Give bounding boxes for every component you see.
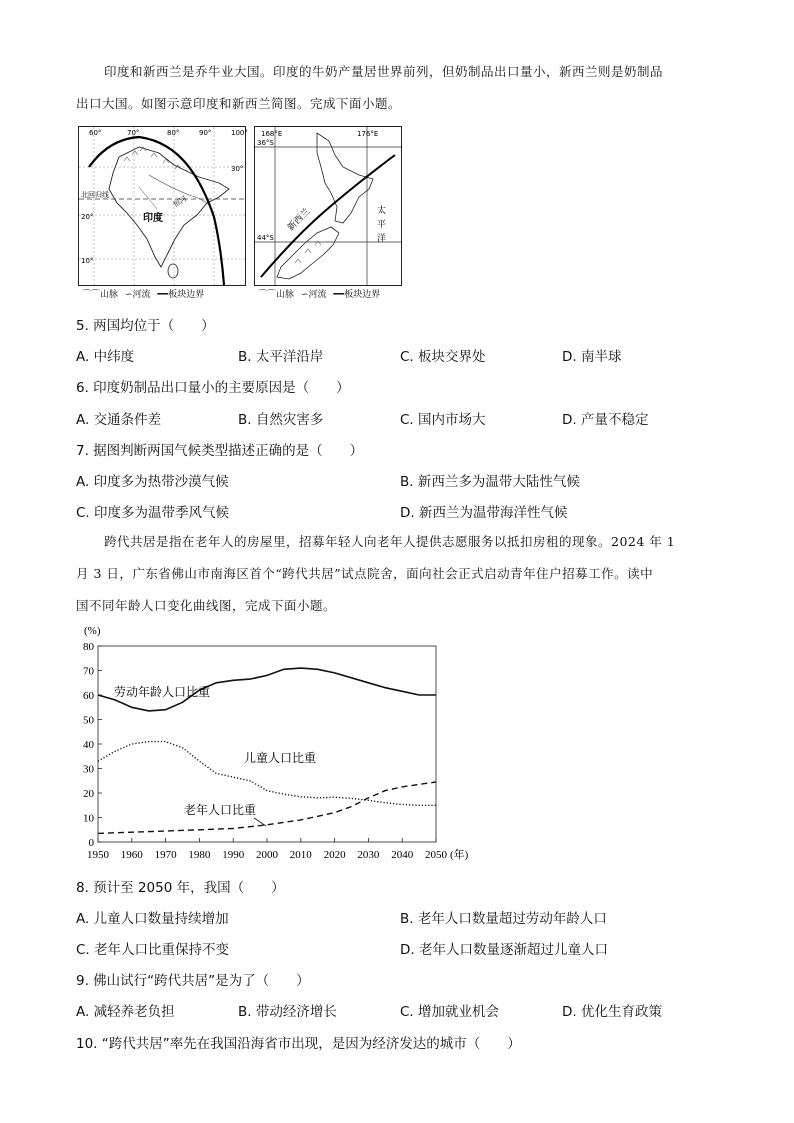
intro-line: 出口大国。如图示意印度和新西兰简图。完成下面小题。 — [76, 96, 402, 111]
series-label: 劳动年龄人口比重 — [114, 685, 211, 699]
lon-label: 90° — [199, 129, 212, 137]
mountain-icon: ⌒⌒ — [82, 290, 101, 300]
lon-label: 176°E — [357, 130, 379, 138]
question-6: 6. 印度奶制品出口量小的主要原因是（ ） — [76, 380, 350, 396]
q9-option-d[interactable]: D. 优化生育政策 — [562, 1004, 662, 1020]
q5-option-c[interactable]: C. 板块交界处 — [400, 349, 486, 365]
question-9: 9. 佛山试行“跨代共居”是为了（ ） — [76, 973, 310, 989]
lon-label: 70° — [127, 129, 140, 137]
tropic-label: 北回归线 — [81, 191, 109, 199]
q6-option-b[interactable]: B. 自然灾害多 — [238, 412, 324, 428]
x-axis-unit: (年) — [450, 849, 469, 861]
q6-option-a[interactable]: A. 交通条件差 — [76, 412, 162, 428]
intro-line: 印度和新西兰是乔牛业大国。印度的牛奶产量居世界前列，但奶制品出口量小，新西兰则是奶制品 — [104, 64, 664, 79]
q7-option-c[interactable]: C. 印度多为温带季风气候 — [76, 505, 230, 521]
x-tick-label: 1980 — [188, 849, 211, 861]
boundary-icon: ━━ — [157, 290, 169, 300]
y-tick-label: 30 — [83, 763, 94, 776]
label-leader — [254, 818, 266, 826]
q5-option-a[interactable]: A. 中纬度 — [76, 349, 135, 365]
intro-paragraph-1 — [76, 56, 716, 120]
intro-line: 国不同年龄人口变化曲线图，完成下面小题。 — [76, 598, 337, 613]
y-tick-label: 40 — [83, 739, 94, 751]
y-tick-label: 20 — [83, 788, 94, 800]
country-label-india: 印度 — [143, 213, 163, 224]
series-line-3 — [98, 782, 436, 833]
q8-option-a[interactable]: A. 儿童人口数量持续增加 — [76, 911, 229, 927]
series-label: 老年人口比重 — [184, 803, 257, 817]
legend-mountain: 山脉 — [100, 290, 119, 300]
legend-river: 河流 — [308, 290, 327, 300]
lon-label: 100° — [231, 129, 248, 137]
y-axis-unit: (%) — [84, 625, 101, 637]
x-tick-label: 1950 — [87, 849, 109, 861]
q7-option-d[interactable]: D. 新西兰为温带海洋性气候 — [400, 505, 568, 521]
india-map-graphic — [79, 127, 248, 285]
q5-option-b[interactable]: B. 太平洋沿岸 — [238, 349, 324, 365]
lat-label: 36°S — [257, 139, 274, 147]
x-tick-label: 2000 — [256, 849, 278, 861]
legend-boundary: 板块边界 — [344, 290, 381, 300]
y-tick-label: 60 — [83, 690, 94, 702]
y-tick-label: 0 — [88, 837, 94, 849]
mountain-icon: ⌒⌒ — [258, 290, 277, 300]
question-10: 10. “跨代共居”率先在我国沿海省市出现，是因为经济发达的城市（ ） — [76, 1036, 521, 1052]
river-label: 恒河 — [172, 194, 189, 209]
river-icon: ∽ — [300, 290, 309, 300]
legend-mountain: 山脉 — [276, 290, 295, 300]
x-tick-label: 2050 — [425, 849, 447, 861]
map-legend-nz — [258, 287, 408, 300]
india-map — [78, 126, 246, 286]
q5-option-d[interactable]: D. 南半球 — [562, 349, 622, 365]
x-tick-label: 1960 — [120, 849, 143, 861]
series-label: 儿童人口比重 — [244, 751, 317, 765]
question-8: 8. 预计至 2050 年，我国（ ） — [76, 880, 285, 896]
y-tick-label: 50 — [83, 714, 94, 727]
q7-option-a[interactable]: A. 印度多为热带沙漠气候 — [76, 474, 229, 490]
lon-label: 80° — [167, 129, 180, 137]
population-chart — [74, 620, 494, 869]
q9-option-c[interactable]: C. 增加就业机会 — [400, 1004, 500, 1020]
lat-label: 30° — [231, 165, 244, 173]
intro-line: 月 3 日，广东省佛山市南海区首个“跨代共居”试点院舍，面向社会正式启动青年住户招募工作。读中 — [76, 566, 654, 581]
q6-option-d[interactable]: D. 产量不稳定 — [562, 412, 649, 428]
q8-option-b[interactable]: B. 老年人口数量超过劳动年龄人口 — [400, 911, 607, 927]
boundary-icon: ━━ — [333, 290, 345, 300]
x-tick-label: 2040 — [391, 849, 414, 861]
q8-option-d[interactable]: D. 老年人口数量逐渐超过儿童人口 — [400, 942, 608, 958]
y-tick-label: 70 — [83, 665, 94, 678]
x-tick-label: 1970 — [154, 849, 177, 861]
x-tick-label: 2020 — [323, 849, 346, 861]
lon-label: 60° — [89, 129, 102, 137]
legend-boundary: 板块边界 — [168, 290, 205, 300]
x-tick-label: 2030 — [357, 849, 380, 861]
x-tick-label: 1990 — [222, 849, 245, 861]
legend-river: 河流 — [132, 290, 151, 300]
intro-paragraph-2 — [76, 526, 716, 622]
map-legend-india — [82, 287, 248, 300]
q6-option-c[interactable]: C. 国内市场大 — [400, 412, 486, 428]
y-tick-label: 80 — [83, 641, 94, 653]
ocean-label: 平 — [377, 220, 387, 230]
population-chart-svg — [74, 620, 494, 865]
question-5: 5. 两国均位于（ ） — [76, 318, 215, 334]
q8-option-c[interactable]: C. 老年人口比重保持不变 — [76, 942, 230, 958]
y-tick-label: 10 — [83, 812, 94, 825]
q7-option-b[interactable]: B. 新西兰多为温带大陆性气候 — [400, 474, 580, 490]
intro-line: 跨代共居是指在老年人的房屋里，招募年轻人向老年人提供志愿服务以抵扣房租的现象。2024 年 1 — [104, 534, 676, 549]
x-tick-label: 2010 — [289, 849, 312, 861]
lat-label: 44°S — [257, 234, 274, 242]
q9-option-b[interactable]: B. 带动经济增长 — [238, 1004, 337, 1020]
lon-label: 168°E — [261, 130, 283, 138]
newzealand-map — [254, 126, 402, 286]
newzealand-map-graphic — [255, 127, 401, 285]
ocean-label: 洋 — [377, 234, 387, 244]
question-7: 7. 据图判断两国气候类型描述正确的是（ ） — [76, 443, 364, 459]
q9-option-a[interactable]: A. 减轻养老负担 — [76, 1004, 175, 1020]
ocean-label: 太 — [377, 206, 387, 216]
country-label-nz: 新西兰 — [286, 206, 313, 234]
lat-label: 20° — [81, 213, 94, 221]
lat-label: 10° — [81, 257, 94, 265]
river-icon: ∽ — [124, 290, 133, 300]
